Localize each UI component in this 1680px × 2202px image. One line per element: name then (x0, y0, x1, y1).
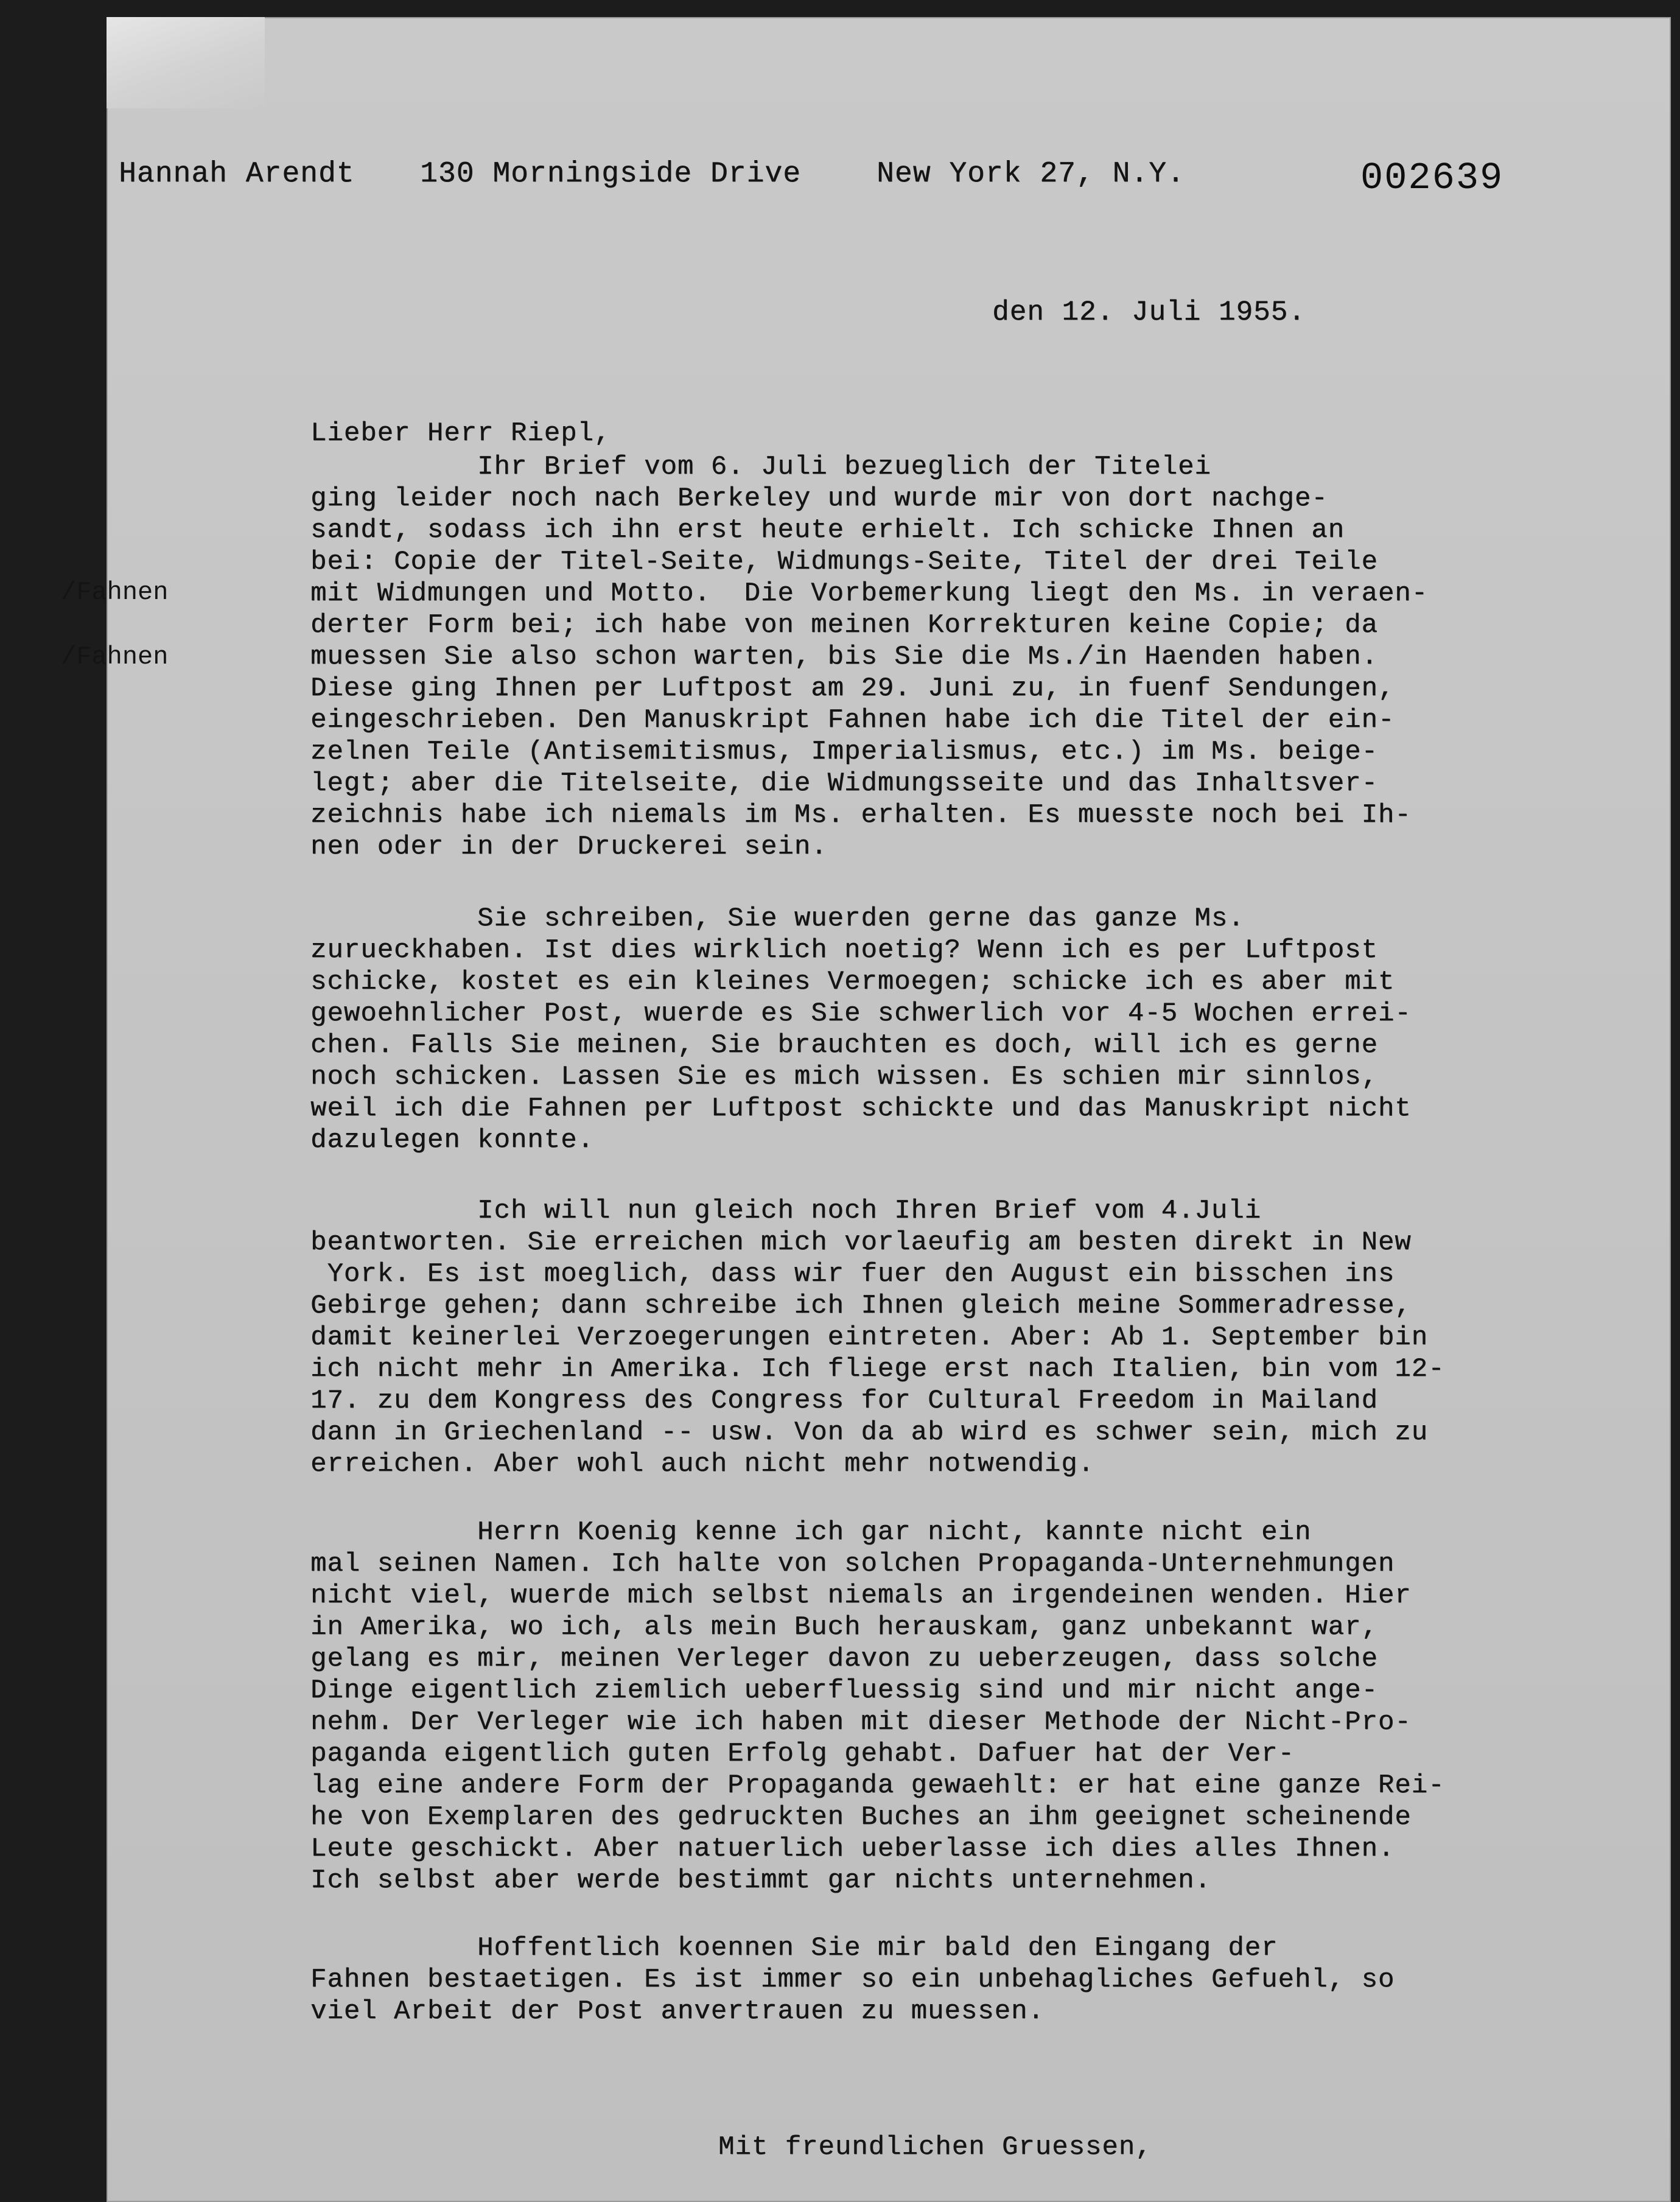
body-line: lag eine andere Form der Propaganda gewaehlt: er hat eine ganze Rei- (310, 1770, 1445, 1801)
body-line: sandt, sodass ich ihn erst heute erhielt. Ich schicke Ihnen an (310, 515, 1345, 545)
body-line: Ihr Brief vom 6. Juli bezueglich der Titelei (310, 452, 1211, 482)
body-line: gewoehnlicher Post, wuerde es Sie schwerlich vor 4-5 Wochen errei- (310, 998, 1412, 1029)
body-line: ging leider noch nach Berkeley und wurde mir von dort nachge- (310, 483, 1328, 514)
body-line: ich nicht mehr in Amerika. Ich fliege erst nach Italien, bin vom 12- (310, 1354, 1445, 1384)
closing: Mit freundlichen Gruessen, (718, 2132, 1152, 2162)
letter-date: den 12. Juli 1955. (992, 296, 1306, 328)
margin-note: /Fahnen (61, 642, 169, 671)
body-line: zeichnis habe ich niemals im Ms. erhalten. Es muesste noch bei Ih- (310, 800, 1412, 830)
body-line: zelnen Teile (Antisemitismus, Imperialismus, etc.) im Ms. beige- (310, 737, 1378, 767)
body-line: Sie schreiben, Sie wuerden gerne das ganze Ms. (310, 903, 1245, 934)
body-line: Ich selbst aber werde bestimmt gar nichts unternehmen. (310, 1865, 1211, 1896)
body-line: nehm. Der Verleger wie ich haben mit dieser Methode der Nicht-Pro- (310, 1707, 1412, 1737)
sender-name: Hannah Arendt (119, 158, 355, 191)
body-line: dazulegen konnte. (310, 1125, 594, 1155)
sender-city: New York 27, N.Y. (877, 158, 1185, 191)
body-line: damit keinerlei Verzoegerungen eintreten. Aber: Ab 1. September bin (310, 1322, 1429, 1353)
body-line: derter Form bei; ich habe von meinen Korrekturen keine Copie; da (310, 610, 1378, 640)
body-line: bei: Copie der Titel-Seite, Widmungs-Seite, Titel der drei Teile (310, 547, 1378, 577)
body-line: beantworten. Sie erreichen mich vorlaeufig am besten direkt in New (310, 1227, 1412, 1258)
body-line: gelang es mir, meinen Verleger davon zu ueberzeugen, dass solche (310, 1644, 1378, 1674)
body-line: mit Widmungen und Motto. Die Vorbemerkung liegt den Ms. in veraen- (310, 578, 1429, 609)
body-line: 17. zu dem Kongress des Congress for Cultural Freedom in Mailand (310, 1386, 1378, 1416)
sender-street: 130 Morningside Drive (420, 158, 801, 191)
body-line: schicke, kostet es ein kleines Vermoegen; schicke ich es aber mit (310, 967, 1395, 997)
body-line: dann in Griechenland -- usw. Von da ab wird es schwer sein, mich zu (310, 1417, 1429, 1448)
body-line: weil ich die Fahnen per Luftpost schickte und das Manuskript nicht (310, 1093, 1412, 1124)
body-line: Leute geschickt. Aber natuerlich ueberlasse ich dies alles Ihnen. (310, 1834, 1395, 1864)
body-line: paganda eigentlich guten Erfolg gehabt. Dafuer hat der Ver- (310, 1739, 1295, 1769)
body-line: Hoffentlich koennen Sie mir bald den Eingang der (310, 1933, 1278, 1963)
body-line: nicht viel, wuerde mich selbst niemals an irgendeinen wenden. Hier (310, 1580, 1412, 1611)
body-line: in Amerika, wo ich, als mein Buch herauskam, ganz unbekannt war, (310, 1612, 1378, 1643)
document-number: 002639 (1360, 156, 1504, 200)
salutation: Lieber Herr Riepl, (310, 418, 611, 449)
body-line: Ich will nun gleich noch Ihren Brief vom 4.Juli (310, 1196, 1262, 1226)
body-line: chen. Falls Sie meinen, Sie brauchten es doch, will ich es gerne (310, 1030, 1378, 1061)
body-line: Herrn Koenig kenne ich gar nicht, kannte nicht ein (310, 1517, 1312, 1548)
body-line: noch schicken. Lassen Sie es mich wissen. Es schien mir sinnlos, (310, 1062, 1378, 1092)
body-line: Diese ging Ihnen per Luftpost am 29. Juni zu, in fuenf Sendungen, (310, 673, 1395, 704)
body-line: viel Arbeit der Post anvertrauen zu muessen. (310, 1996, 1045, 2027)
body-line: mal seinen Namen. Ich halte von solchen Propaganda-Unternehmungen (310, 1549, 1395, 1579)
body-line: Dinge eigentlich ziemlich ueberfluessig sind und mir nicht ange- (310, 1675, 1378, 1706)
paper-fold-corner (107, 17, 265, 108)
body-line: Fahnen bestaetigen. Es ist immer so ein unbehagliches Gefuehl, so (310, 1965, 1395, 1995)
body-line: Gebirge gehen; dann schreibe ich Ihnen gleich meine Sommeradresse, (310, 1291, 1412, 1321)
body-line: legt; aber die Titelseite, die Widmungsseite und das Inhaltsver- (310, 768, 1378, 799)
body-line: muessen Sie also schon warten, bis Sie die Ms./in Haenden haben. (310, 642, 1378, 672)
body-line: nen oder in der Druckerei sein. (310, 832, 828, 862)
margin-note: /Fahnen (61, 578, 169, 607)
body-line: zurueckhaben. Ist dies wirklich noetig? Wenn ich es per Luftpost (310, 935, 1378, 966)
body-line: he von Exemplaren des gedruckten Buches an ihm geeignet scheinende (310, 1802, 1412, 1832)
body-line: York. Es ist moeglich, dass wir fuer den August ein bisschen ins (310, 1259, 1395, 1289)
body-line: eingeschrieben. Den Manuskript Fahnen habe ich die Titel der ein- (310, 705, 1395, 735)
body-line: erreichen. Aber wohl auch nicht mehr notwendig. (310, 1449, 1095, 1479)
